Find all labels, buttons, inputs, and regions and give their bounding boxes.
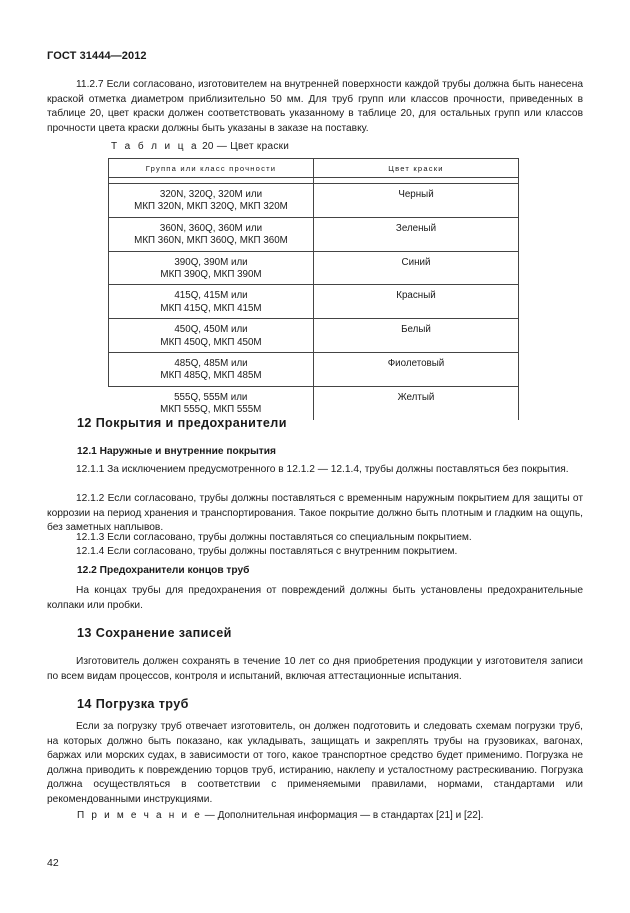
group-text: 320N, 320Q, 320M или xyxy=(159,189,263,200)
group-cell xyxy=(109,353,314,387)
table-row xyxy=(109,217,519,251)
note-text: — Дополнительная информация — в стандартах [21] и [22]. xyxy=(202,810,484,821)
color-cell: Красный xyxy=(314,285,519,319)
group-text: 450Q, 450M или xyxy=(174,324,248,336)
group-text: МКП 390Q, МКП 390M xyxy=(160,269,262,281)
paragraph-12-2: На концах трубы для предохранения от повреждений должны быть установлены предохранительные колпаки или пробки. xyxy=(47,585,583,611)
group-text: МКП 415Q, МКП 415M xyxy=(160,302,262,314)
table-row xyxy=(109,319,519,353)
group-cell xyxy=(109,184,314,218)
color-cell: Синий xyxy=(314,251,519,285)
color-cell: Желтый xyxy=(314,386,519,419)
paragraph-12-1-4: 12.1.4 Если согласовано, трубы должны поставляться с внутренним покрытием. xyxy=(76,546,458,557)
group-cell xyxy=(109,217,314,251)
table-20-paint-color xyxy=(108,158,519,420)
group-text: 485Q, 485M или xyxy=(174,358,248,370)
group-cell xyxy=(109,319,314,353)
table-row xyxy=(109,353,519,387)
group-cell xyxy=(109,386,314,419)
paragraph-14: Если за погрузку труб отвечает изготовитель, он должен подготовить и следовать схемам погрузки труб, на которых должно быть показано, как укладывать, защищать и закреплять трубы на грузовиках, вагонах, баржах или морских судах, в зависимости от того, какое транспортное средство будет применимо. Погрузка не должна приводить к повреждению торцов труб, истиранию, наклепу и усталостному растрескиванию. Погрузка должна осуществляться в соответствии с применяемыми правилами, нормами, стандартами или рекомендованными инструкциями. xyxy=(47,721,583,805)
paragraph-13: Изготовитель должен сохранять в течение 10 лет со дня приобретения продукции у изготовителя записи по всем видам процессов, контроля и испытаний, включая аттестационные испытания. xyxy=(47,656,583,682)
page-number: 42 xyxy=(47,857,59,869)
paragraph-12-1-1: 12.1.1 За исключением предусмотренного в 12.1.2 — 12.1.4, трубы должны поставляться без покрытия. xyxy=(76,464,569,475)
group-text: МКП 555Q, МКП 555M xyxy=(160,404,262,416)
group-text: МКП 360N, МКП 360Q, МКП 360M xyxy=(134,235,288,247)
paragraph-12-1-3: 12.1.3 Если согласовано, трубы должны поставляться со специальным покрытием. xyxy=(76,532,472,543)
color-cell: Черный xyxy=(314,184,519,218)
table-caption-prefix: Т а б л и ц а xyxy=(111,141,199,152)
table-caption-title: 20 — Цвет краски xyxy=(198,141,290,152)
color-cell: Зеленый xyxy=(314,217,519,251)
table-row xyxy=(109,184,519,218)
section-14-title: 14 Погрузка труб xyxy=(77,697,189,711)
group-cell xyxy=(109,285,314,319)
paragraph-12-1-2: 12.1.2 Если согласовано, трубы должны поставляться с временным наружным покрытием для защиты от коррозии на период хранения и транспортирования. Такое покрытие должно быть плотным и гладким на ощупь, без заметных наплывов. xyxy=(47,493,583,534)
paragraph-11-2-7: 11.2.7 Если согласовано, изготовителем на внутренней поверхности каждой трубы должна быть нанесена краской отметка диаметром приблизительно 50 мм. Для труб групп или классов прочности, приведенных в таблице 20, цвет краски должен соответствовать указанному в таблице 20, для остальных групп или классов прочности цвета краски должны быть указаны в заказе на поставку. xyxy=(47,79,583,134)
note-prefix: П р и м е ч а н и е xyxy=(77,810,203,821)
column-header-color: Цвет краски xyxy=(314,159,519,178)
table-row xyxy=(109,251,519,285)
note xyxy=(77,810,483,821)
color-cell: Белый xyxy=(314,319,519,353)
group-text: МКП 320N, МКП 320Q, МКП 320M xyxy=(134,201,288,213)
color-cell: Фиолетовый xyxy=(314,353,519,387)
section-12-title: 12 Покрытия и предохранители xyxy=(77,416,287,430)
group-text: МКП 450Q, МКП 450M xyxy=(160,336,262,348)
group-text: 415Q, 415M или xyxy=(174,290,248,302)
subsection-12-2-title: 12.2 Предохранители концов труб xyxy=(77,565,250,576)
section-13-title: 13 Сохранение записей xyxy=(77,626,232,640)
table-row xyxy=(109,386,519,419)
group-text: МКП 485Q, МКП 485M xyxy=(160,370,262,382)
table-caption xyxy=(111,141,289,152)
group-text: 360N, 360Q, 360M или xyxy=(159,222,263,234)
table-row xyxy=(109,285,519,319)
subsection-12-1-title: 12.1 Наружные и внутренние покрытия xyxy=(77,446,276,457)
group-cell xyxy=(109,251,314,285)
group-text: 390Q, 390M или xyxy=(174,256,248,268)
group-text: 555Q, 555M или xyxy=(174,391,248,403)
column-header-group: Группа или класс прочности xyxy=(109,159,314,178)
document-header: ГОСТ 31444—2012 xyxy=(47,50,147,62)
